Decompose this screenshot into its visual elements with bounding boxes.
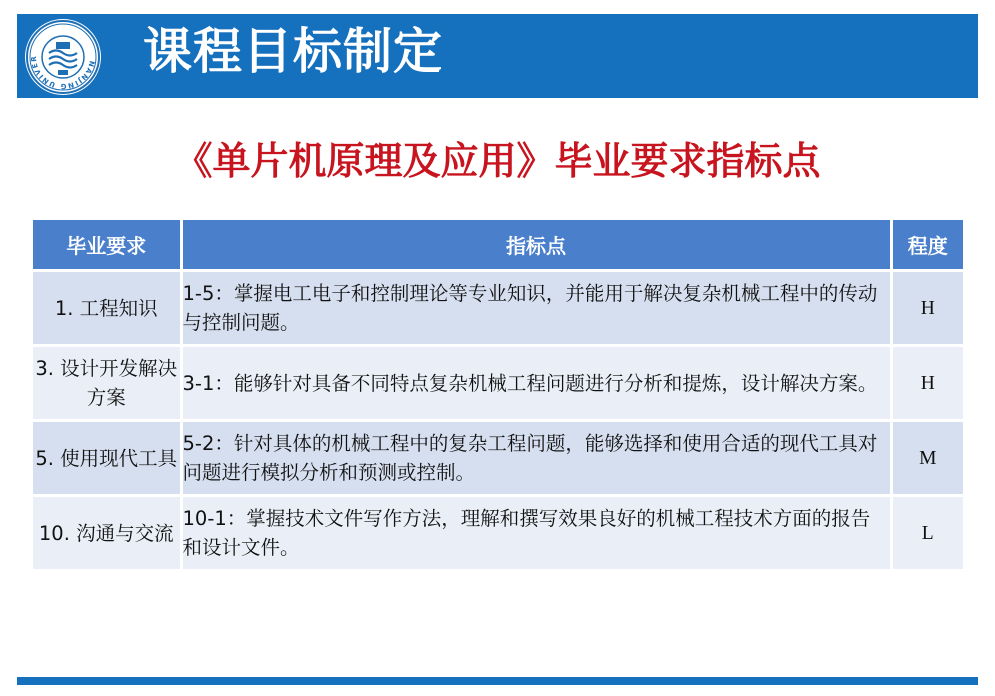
university-seal-icon (25, 19, 101, 95)
table-row (33, 271, 963, 346)
column-header-requirement: 毕业要求 (33, 220, 181, 271)
table-header-row (33, 220, 963, 271)
page-subtitle: 《单片机原理及应用》毕业要求指标点 (174, 139, 821, 183)
svg-text:NANJING UNIVERSITY: NANJING UNIVER (29, 54, 96, 91)
table-row (33, 496, 963, 571)
requirement-cell: 3. 设计开发解决方案 (33, 346, 181, 421)
level-cell: M (891, 421, 963, 496)
indicator-cell: 3-1：能够针对具备不同特点复杂机械工程问题进行分析和提炼，设计解决方案。 (181, 346, 891, 421)
indicator-cell: 1-5：掌握电工电子和控制理论等专业知识，并能用于解决复杂机械工程中的传动与控制问题。 (181, 271, 891, 346)
column-header-level: 程度 (891, 220, 963, 271)
level-cell: H (891, 346, 963, 421)
level-cell: H (891, 271, 963, 346)
column-header-indicator: 指标点 (181, 220, 891, 271)
indicator-cell: 10-1：掌握技术文件写作方法，理解和撰写效果良好的机械工程技术方面的报告和设计文件。 (181, 496, 891, 571)
requirements-table (33, 220, 963, 572)
table-row (33, 421, 963, 496)
requirement-cell: 10. 沟通与交流 (33, 496, 181, 571)
level-cell: L (891, 496, 963, 571)
page-title: 课程目标制定 (143, 23, 444, 80)
requirement-cell: 1. 工程知识 (33, 271, 181, 346)
indicator-cell: 5-2：针对具体的机械工程中的复杂工程问题，能够选择和使用合适的现代工具对问题进行模拟分析和预测或控制。 (181, 421, 891, 496)
footer-divider (17, 677, 978, 685)
table-row (33, 346, 963, 421)
requirement-cell: 5. 使用现代工具 (33, 421, 181, 496)
